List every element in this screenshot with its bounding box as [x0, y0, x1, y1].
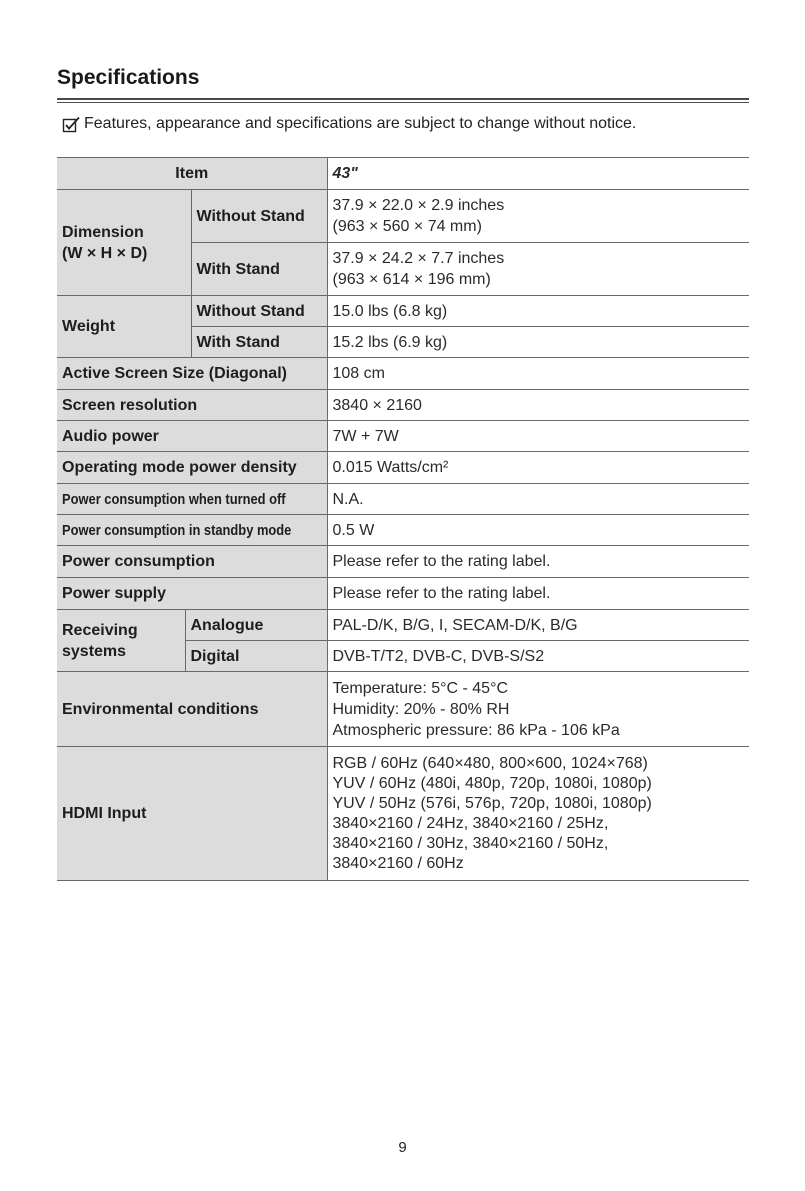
dimension-without-stand-label: Without Stand: [191, 190, 327, 243]
edit-checkbox-icon: [62, 116, 81, 133]
table-row: [57, 358, 749, 390]
row-label: Power consumption in standby mode: [57, 515, 327, 546]
row-value: N.A.: [327, 484, 749, 515]
notice: [62, 115, 636, 133]
weight-with-stand-label: With Stand: [191, 327, 327, 358]
title-rule-thick: [57, 98, 749, 100]
receiving-digital-value: DVB-T/T2, DVB-C, DVB-S/S2: [327, 641, 749, 672]
header-item: Item: [57, 158, 327, 190]
table-header-row: [57, 158, 749, 190]
dimension-row-without-stand: [57, 190, 749, 243]
dimension-label: Dimension (W × H × D): [57, 190, 191, 296]
environment-value: Temperature: 5°C - 45°C Humidity: 20% - 80% RH Atmospheric pressure: 86 kPa - 106 kPa: [327, 672, 749, 747]
title-rule-thin: [57, 102, 749, 103]
weight-row-without-stand: [57, 296, 749, 327]
row-label: Audio power: [57, 421, 327, 452]
receiving-analogue-label: Analogue: [185, 610, 327, 641]
row-value: 0.5 W: [327, 515, 749, 546]
row-value: 3840 × 2160: [327, 390, 749, 421]
weight-with-stand-value: 15.2 lbs (6.9 kg): [327, 327, 749, 358]
dimension-with-stand-label: With Stand: [191, 243, 327, 296]
receiving-label: Receiving systems: [57, 610, 185, 672]
row-label: Screen resolution: [57, 390, 327, 421]
table-row: [57, 578, 749, 610]
hdmi-label: HDMI Input: [57, 747, 327, 881]
hdmi-row: [57, 747, 749, 881]
receiving-analogue-value: PAL-D/K, B/G, I, SECAM-D/K, B/G: [327, 610, 749, 641]
row-value: Please refer to the rating label.: [327, 578, 749, 610]
header-model: 43": [327, 158, 749, 190]
table-row: [57, 515, 749, 546]
row-value: 0.015 Watts/cm²: [327, 452, 749, 484]
weight-label: Weight: [57, 296, 191, 358]
dimension-without-stand-value: 37.9 × 22.0 × 2.9 inches (963 × 560 × 74 mm): [327, 190, 749, 243]
weight-without-stand-label: Without Stand: [191, 296, 327, 327]
notice-text: Features, appearance and specifications are subject to change without notice.: [84, 115, 637, 132]
row-label: Power consumption: [57, 546, 327, 578]
table-row: [57, 452, 749, 484]
row-label: Operating mode power density: [57, 452, 327, 484]
receiving-digital-label: Digital: [185, 641, 327, 672]
row-value: Please refer to the rating label.: [327, 546, 749, 578]
environment-row: [57, 672, 749, 747]
hdmi-value: RGB / 60Hz (640×480, 800×600, 1024×768) YUV / 60Hz (480i, 480p, 720p, 1080i, 1080p) YUV / 50Hz (576i, 576p, 720p, 1080i, 1080p) 3840×2160 / 24Hz, 3840×2160 / 25Hz, 3840×2160 / 30Hz, 3840×2160 / 50Hz, 3840×2160 / 60Hz: [327, 747, 749, 881]
page-title: Specifications: [57, 66, 200, 89]
table-row: [57, 484, 749, 515]
row-label: Power consumption when turned off: [57, 484, 327, 515]
row-label: Active Screen Size (Diagonal): [57, 358, 327, 390]
page-number: 9: [398, 1139, 407, 1156]
table-row: [57, 390, 749, 421]
row-value: 108 cm: [327, 358, 749, 390]
row-value: 7W + 7W: [327, 421, 749, 452]
table-row: [57, 421, 749, 452]
dimension-with-stand-value: 37.9 × 24.2 × 7.7 inches (963 × 614 × 196 mm): [327, 243, 749, 296]
receiving-row-analogue: [57, 610, 749, 641]
table-row: [57, 546, 749, 578]
weight-without-stand-value: 15.0 lbs (6.8 kg): [327, 296, 749, 327]
row-label: Power supply: [57, 578, 327, 610]
specifications-table: [57, 157, 749, 881]
environment-label: Environmental conditions: [57, 672, 327, 747]
